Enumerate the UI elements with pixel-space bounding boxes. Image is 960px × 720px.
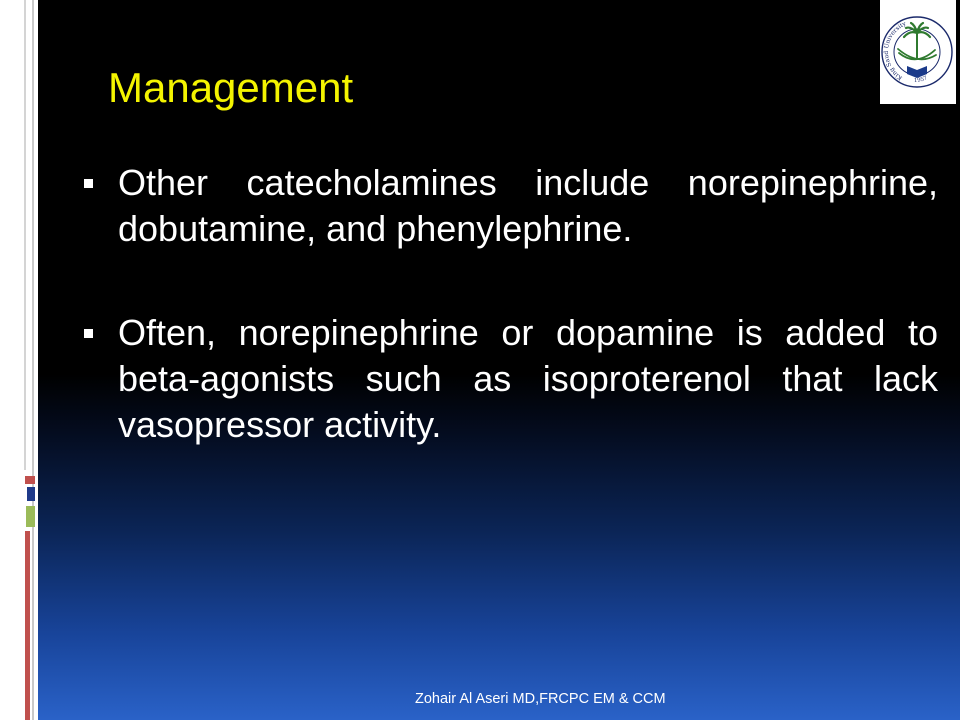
palm-tree-icon (904, 23, 930, 58)
strip-line (24, 0, 26, 470)
square-bullet-icon (84, 179, 93, 188)
emblem-year-text: 1957 (913, 75, 929, 85)
accent-bar-red (25, 531, 30, 720)
accent-block-blue (27, 487, 35, 501)
bullet-text: Other catecholamines include norepinephrine, dobutamine, and phenylephrine. (118, 162, 938, 249)
strip-line (32, 0, 34, 720)
slide-title: Management (108, 64, 354, 111)
accent-block-green (26, 506, 35, 527)
king-saud-university-emblem-icon (880, 0, 956, 104)
emblem-name-text: King Saud University (882, 20, 908, 82)
accent-block-red (25, 476, 35, 484)
bullet-text: Often, norepinephrine or dopamine is added to beta-agonists such as isoproterenol that lack vasopressor activity. (118, 312, 938, 445)
square-bullet-icon (84, 329, 93, 338)
left-accent-strip (0, 0, 38, 720)
university-logo (880, 0, 956, 104)
slide-footer: Zohair Al Aseri MD,FRCPC EM & CCM (415, 691, 666, 707)
